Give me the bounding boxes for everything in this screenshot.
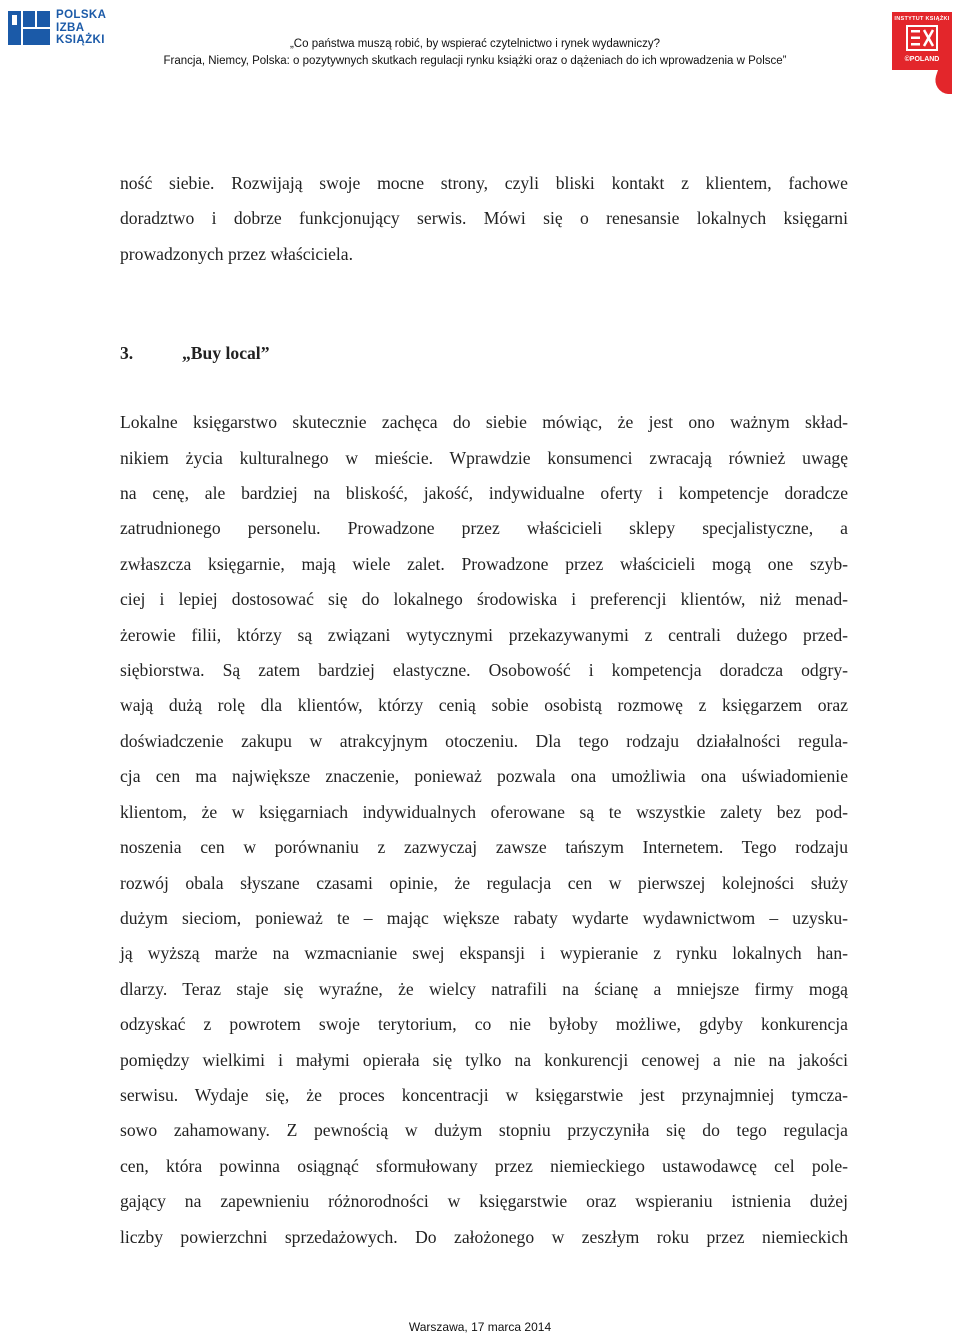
ik-logo-top-text: INSTYTUT KSIĄŻKI: [894, 16, 950, 22]
text-line: nikiem życia kulturalnego w mieście. Wprawdzie konsumenci zwracają również uwagę: [120, 447, 848, 468]
header-title-line-2: Francja, Niemcy, Polska: o pozytywnych skutkach regulacji rynku książki oraz o dążeniach do ich wprowadzenia w Polsce”: [163, 55, 787, 67]
text-line: zatrudnionego personelu. Prowadzone przez właścicieli sklepy specjalistyczne, a: [120, 518, 848, 539]
instytut-ksiazki-logo: [892, 12, 952, 70]
text-line: na cenę, ale bardziej na bliskość, jakość, indywidualne oferty i kompetencje doradcze: [120, 483, 848, 504]
section-heading: [120, 336, 848, 371]
text-line: ność siebie. Rozwijają swoje mocne strony, czyli bliski kontakt z klientem, fachowe: [120, 173, 848, 193]
text-line: siębiorstwa. Są zatem bardziej elastyczne. Osobowość i kompetencja doradcza odgry-: [120, 660, 848, 681]
text-line: odzyskać z powrotem swoje terytorium, co nie byłoby możliwe, gdyby konkurencja: [120, 1014, 848, 1035]
text-line: liczby powierzchni sprzedażowych. Do założonego w zeszłym roku przez niemieckich: [120, 1226, 848, 1247]
polska-izba-ksiazki-logo: [8, 8, 128, 48]
ik-logo-book-icon: [906, 25, 938, 51]
section-number: 3.: [120, 343, 134, 364]
section-title: „Buy local”: [182, 343, 270, 364]
text-line: gający na zapewnieniu różnorodności w księgarstwie oraz wspieraniu istnienia dużej: [120, 1191, 848, 1212]
text-line: pomiędzy wielkimi i małymi opierała się tylko na konkurencji cenowej a nie na jakości: [120, 1049, 848, 1070]
page-header: [0, 0, 960, 95]
page-footer-date: Warszawa, 17 marca 2014: [408, 1320, 552, 1334]
pik-logo-text: [56, 9, 136, 47]
text-line: dlarzy. Teraz staje się wyraźne, że wielcy natrafili na ścianę a mniejsze firmy mogą: [120, 978, 848, 999]
text-line: cen, która powinna osiągnąć sformułowany przez niemieckiego ustawodawcę cel pole-: [120, 1155, 848, 1176]
text-line: żerowie filii, którzy są związani wytycznymi przekazywanymi z centrali dużego przed-: [120, 624, 848, 645]
text-line: zwłaszcza księgarnie, mają wiele zalet. Prowadzone przez właścicieli mogą one szyb-: [120, 553, 848, 574]
pik-logo-mark-icon: [8, 11, 50, 45]
text-line: serwisu. Wydaje się, że proces koncentracji w księgarstwie jest przynajmniej tymcza-: [120, 1084, 848, 1105]
text-line: doświadczenie zakupu w atrakcyjnym otoczeniu. Dla tego rodzaju działalności regula-: [120, 730, 848, 751]
text-line: noszenia cen w porównaniu z zazwyczaj zawsze tańszym Internetem. Tego rodzaju: [120, 837, 848, 858]
intro-paragraph: [120, 166, 848, 272]
text-line: klientom, że w księgarniach indywidualnych oferowane są te wszystkie zalety bez pod-: [120, 801, 848, 822]
pik-logo-line: KSIĄŻKI: [56, 34, 105, 46]
text-line: dużym sieciom, ponieważ te – mając większe rabaty wydarte wydawnictwom – uzysku-: [120, 907, 848, 928]
ik-logo-corner-icon: [928, 70, 952, 94]
text-line: cja cen ma największe znaczenie, ponieważ pozwala ona umożliwia ona uświadomienie: [120, 766, 848, 787]
text-line: ciej i lepiej dostosować się do lokalnego środowiska i preferencji klientów, niż menad-: [120, 589, 848, 610]
ik-logo-bottom-text: ©POLAND: [904, 56, 940, 63]
header-title: [130, 36, 820, 70]
text-line: doradztwo i dobrze funkcjonujący serwis. Mówi się o renesansie lokalnych księgarni: [120, 208, 848, 229]
text-line: wają dużą rolę dla klientów, którzy cenią sobie osobistą rozmowę z księgarzem oraz: [120, 695, 848, 716]
header-title-line-1: „Co państwa muszą robić, by wspierać czytelnictwo i rynek wydawniczy?: [289, 38, 661, 50]
text-line: rozwój obala słyszane czasami opinie, że regulacja cen w pierwszej kolejności służy: [120, 872, 848, 893]
text-line: prowadzonych przez właściciela.: [120, 243, 353, 264]
text-line: sowo zahamowany. Z pewnością w dużym stopniu przyczyniła się do tego regulacja: [120, 1120, 848, 1141]
text-line: Lokalne księgarstwo skutecznie zachęca do siebie mówiąc, że jest ono ważnym skład-: [120, 412, 848, 433]
pik-logo-line: POLSKA: [56, 9, 107, 21]
main-paragraph: [120, 405, 848, 1255]
text-line: ją wyższą marże na wzmacnianie swej ekspansji i wypieranie z rynku lokalnych han-: [120, 943, 848, 964]
pik-logo-line: IZBA: [56, 21, 85, 34]
page-body: [120, 166, 848, 1255]
